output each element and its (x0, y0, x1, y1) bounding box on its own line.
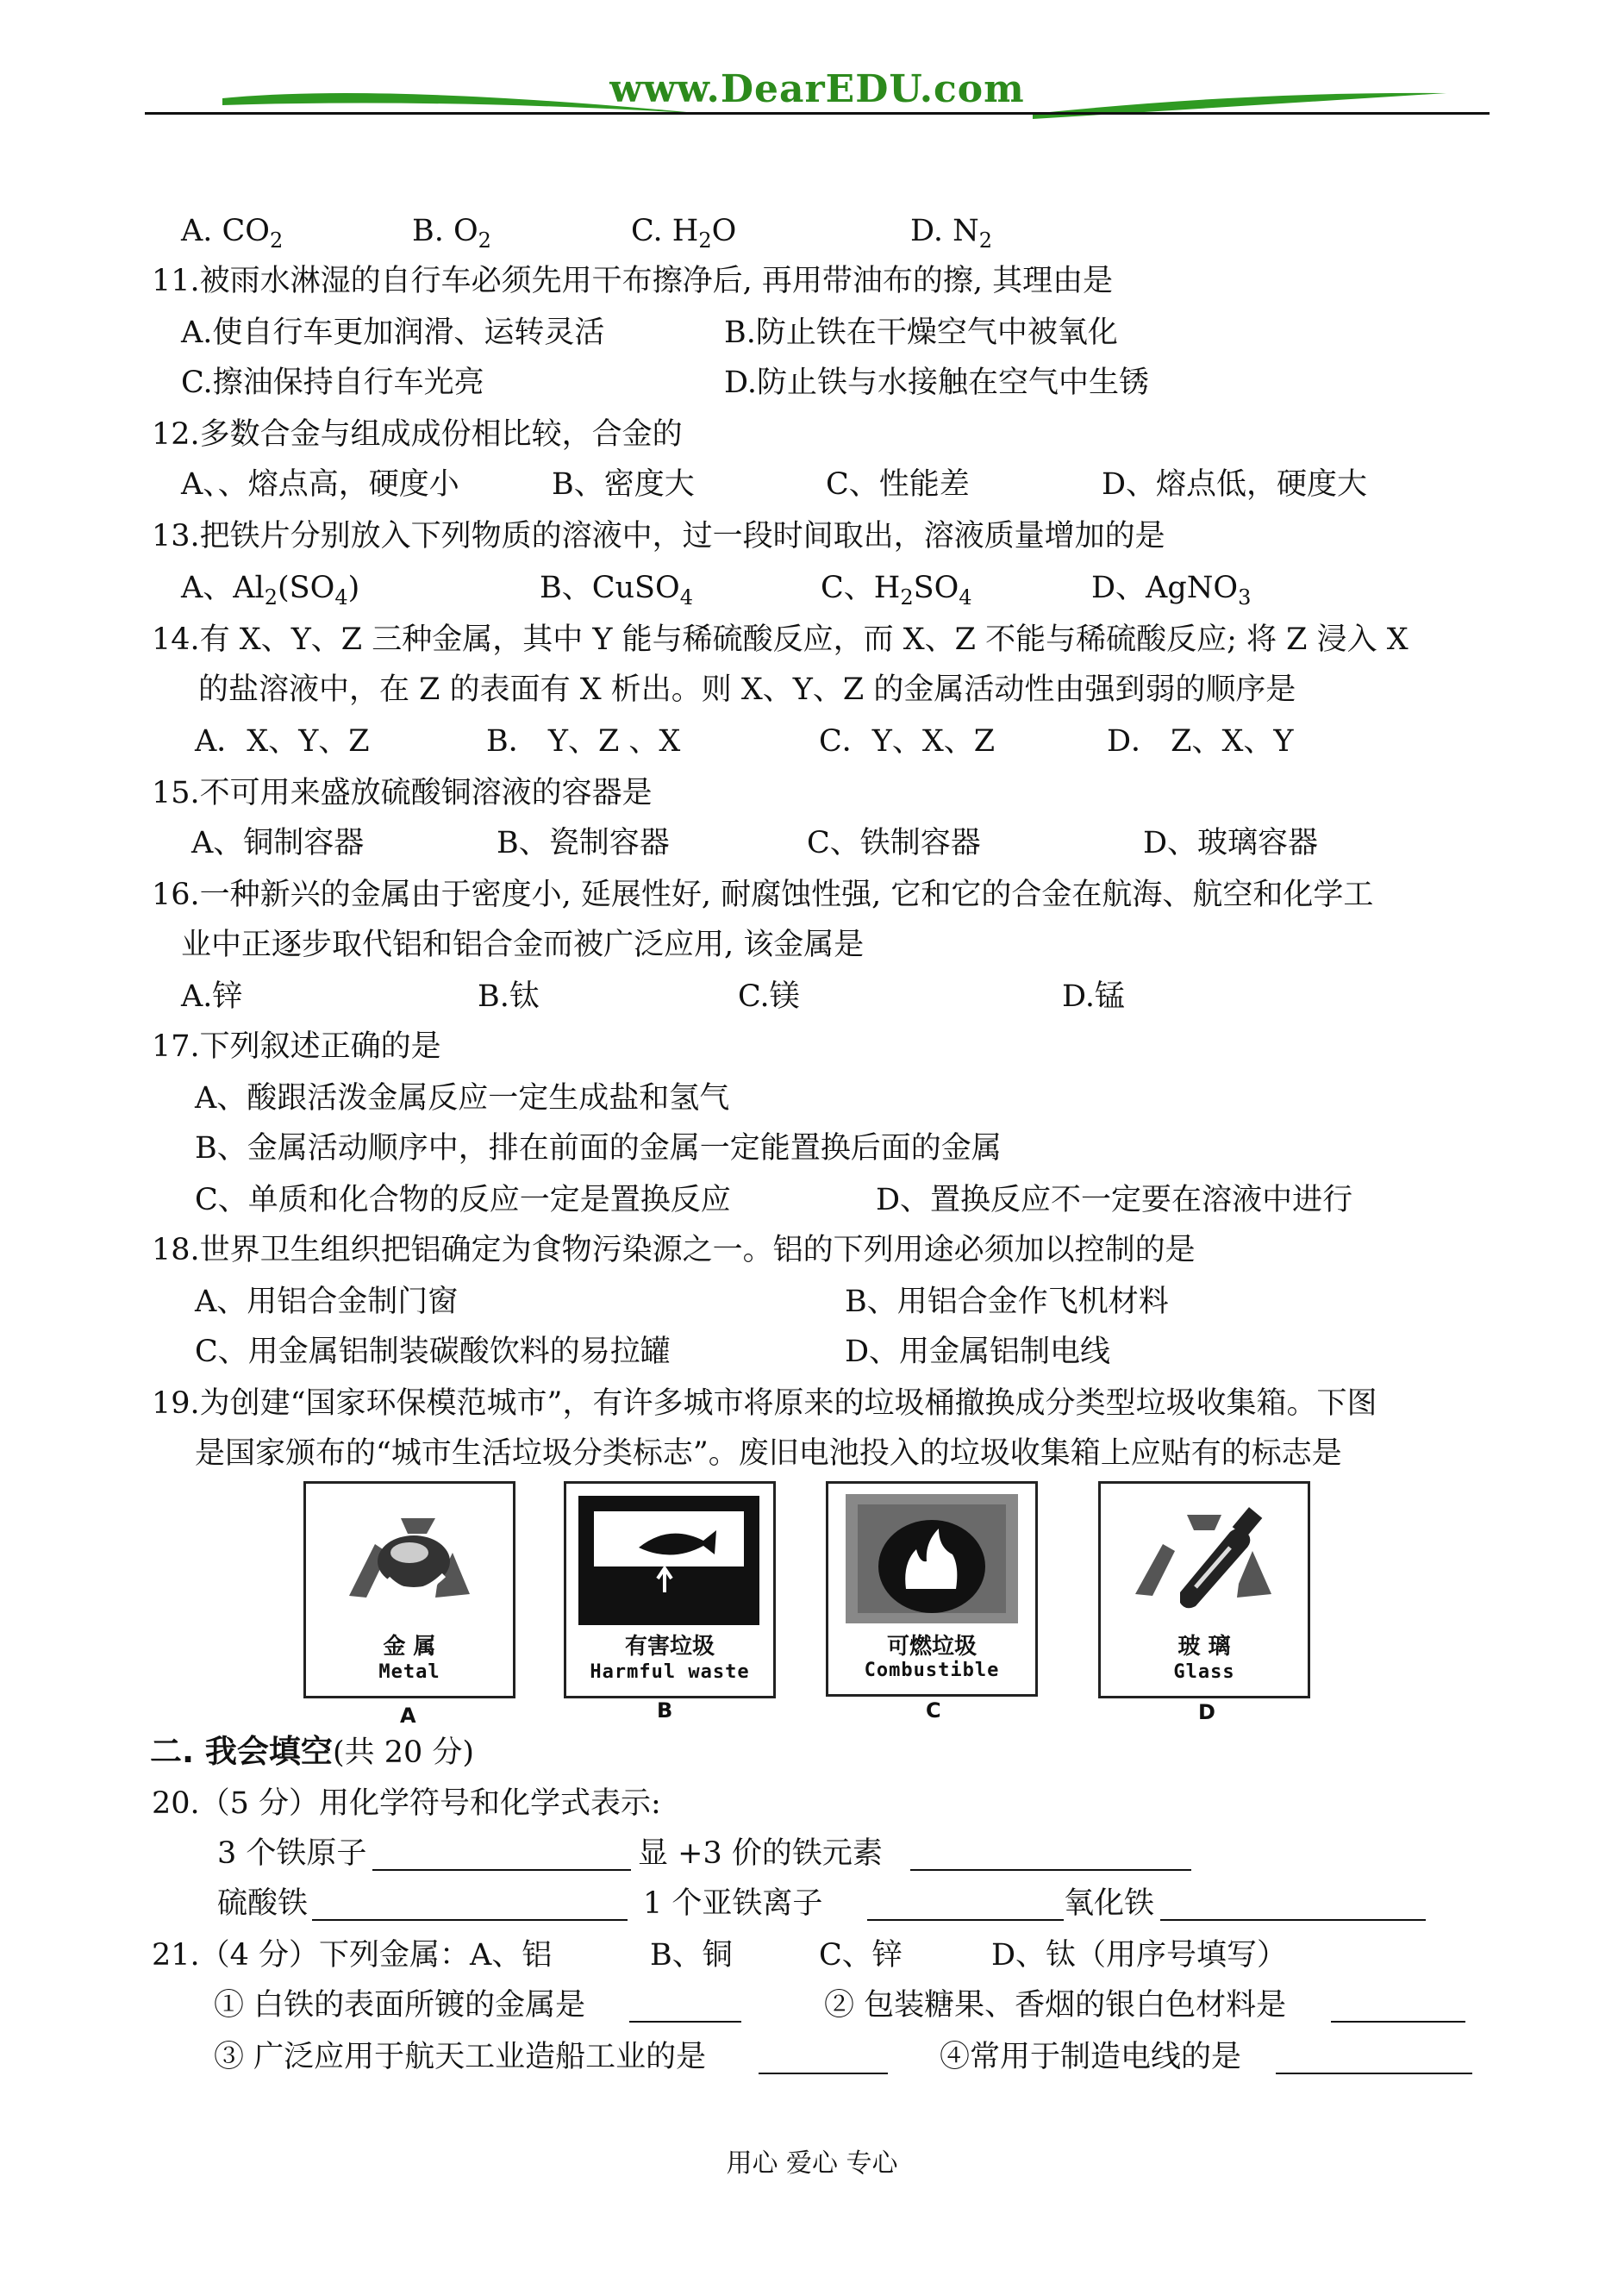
q16-stem-line1: 16.一种新兴的金属由于密度小, 延展性好, 耐腐蚀性强, 它和它的合金在航海、航空和化学工 (152, 878, 1374, 912)
q20-line1-label-a: 3 个铁原子 (217, 1836, 367, 1871)
q16-option-a: A.锌 (181, 979, 243, 1014)
q15-option-d: D、玻璃容器 (1143, 826, 1319, 860)
sign-combustible-en: Combustible (864, 1660, 1000, 1681)
q13-option-a: A、$Al_2(SO_4)$ (181, 571, 360, 610)
q11-option-c: C.擦油保持自行车光亮 (181, 366, 484, 400)
q20-iron-oxide-blank[interactable] (1160, 1888, 1426, 1921)
q13-stem: 13.把铁片分别放入下列物质的溶液中，过一段时间取出，溶液质量增加的是 (152, 519, 1165, 553)
q11-option-a: A.使自行车更加润滑、运转灵活 (181, 316, 605, 350)
sign-harmful-en: Harmful waste (590, 1661, 750, 1683)
q15-option-b: B、瓷制容器 (497, 826, 670, 860)
q20-line2-label-c: 氧化铁 (1064, 1886, 1155, 1921)
q12-option-c: C、性能差 (826, 467, 970, 502)
q21-item-3: ③ 广泛应用于航天工业造船工业的是 (214, 2040, 707, 2074)
sign-glass-cn: 玻 璃 (1177, 1634, 1231, 1660)
q20-iron-atoms-blank[interactable] (372, 1838, 631, 1871)
q18-stem: 18.世界卫生组织把铝确定为食物污染源之一。铝的下列用途必须加以控制的是 (152, 1233, 1196, 1267)
q21-option-b: B、铜 (650, 1938, 733, 1973)
q15-stem: 15.不可用来盛放硫酸铜溶液的容器是 (152, 776, 653, 810)
q19-stem-line2: 是国家颁布的“城市生活垃圾分类标志”。废旧电池投入的垃圾收集箱上应贴有的标志是 (195, 1436, 1342, 1471)
q14-stem-line2: 的盐溶液中，在 Z 的表面有 X 析出。则 X、Y、Z 的金属活动性由强到弱的顺序是 (198, 672, 1296, 707)
q18-option-a: A、用铝合金制门窗 (195, 1285, 459, 1319)
q10-option-a: A. $CO_2$ (181, 214, 284, 253)
q20-stem: 20.（5 分）用化学符号和化学式表示: (152, 1786, 661, 1821)
q16-option-c: C.镁 (738, 979, 800, 1014)
q14-option-a: A．X、Y、Z (195, 724, 370, 759)
recycle-glass-bottle-icon (1101, 1491, 1308, 1620)
q13-option-d: D、AgNO$_3$ (1091, 571, 1252, 610)
recycling-sign-glass (1098, 1481, 1310, 1698)
q18-option-b: B、用铝合金作飞机材料 (845, 1285, 1169, 1319)
header-rule (145, 112, 1490, 115)
q21-item-2: ② 包装糖果、香烟的银白色材料是 (824, 1988, 1287, 2023)
q17-option-d: D、置换反应不一定要在溶液中进行 (876, 1183, 1353, 1217)
q18-option-c: C、用金属铝制装碳酸饮料的易拉罐 (195, 1335, 671, 1369)
q17-option-b: B、金属活动顺序中，排在前面的金属一定能置换后面的金属 (195, 1131, 1002, 1166)
q21-option-d: D、钛（用序号填写） (991, 1938, 1288, 1973)
sign-combustible-cn: 可燃垃圾 (886, 1634, 977, 1660)
q15-option-a: A、铜制容器 (191, 826, 365, 860)
q18-option-d: D、用金属铝制电线 (845, 1335, 1111, 1369)
q20-line2-label-b: 1 个亚铁离子 (643, 1886, 823, 1921)
q11-stem: 11.被雨水淋湿的自行车必须先用干布擦净后, 再用带油布的擦, 其理由是 (152, 264, 1114, 298)
q21-item-1-blank[interactable] (629, 1990, 741, 2023)
q10-option-d: D. $N_2$ (910, 214, 992, 253)
recycling-sign-harmful (564, 1481, 776, 1698)
q17-stem: 17.下列叙述正确的是 (152, 1029, 441, 1064)
sign-glass-en: Glass (1173, 1661, 1235, 1683)
q14-option-c: C．Y、X、Z (819, 724, 996, 759)
q12-option-d: D、熔点低，硬度大 (1102, 467, 1368, 502)
q19-stem-line1: 19.为创建“国家环保模范城市”，有许多城市将原来的垃圾桶撤换成分类型垃圾收集箱。下图 (152, 1386, 1377, 1421)
sign-metal-cn: 金 属 (383, 1634, 436, 1660)
sign-d-letter: D (1198, 1700, 1215, 1724)
sign-a-letter: A (400, 1704, 416, 1728)
sign-c-letter: C (926, 1698, 941, 1723)
q21-item-1: ① 白铁的表面所镀的金属是 (214, 1988, 586, 2023)
q16-stem-line2: 业中正逐步取代铝和铝合金而被广泛应用, 该金属是 (181, 928, 865, 962)
q14-option-b: B． Y、Z 、X (486, 724, 681, 759)
q20-line2-label-a: 硫酸铁 (217, 1886, 309, 1921)
page-footer: 用心 爱心 专心 (726, 2148, 898, 2179)
q10-option-b: B. $O_2$ (412, 214, 491, 253)
q16-option-b: B.钛 (478, 979, 540, 1014)
q14-option-d: D． Z、X、Y (1107, 724, 1294, 759)
recycling-sign-metal (303, 1481, 515, 1698)
q17-option-c: C、单质和化合物的反应一定是置换反应 (195, 1183, 731, 1217)
q13-option-b: B、CuSO$_4$ (540, 571, 693, 610)
q17-option-a: A、酸跟活泼金属反应一定生成盐和氢气 (195, 1081, 730, 1116)
q11-option-b: B.防止铁在干燥空气中被氧化 (724, 316, 1118, 350)
site-logo-text: www.DearEDU.com (609, 67, 1025, 111)
q13-option-c: C、$H_2SO_4$ (821, 571, 972, 610)
q21-item-4-blank[interactable] (1276, 2042, 1472, 2074)
q21-item-3-blank[interactable] (759, 2042, 888, 2074)
q21-item-4: ④常用于制造电线的是 (940, 2040, 1242, 2074)
q12-option-b: B、密度大 (552, 467, 695, 502)
q16-option-d: D.锰 (1062, 979, 1125, 1014)
recycling-sign-combustible (826, 1481, 1038, 1697)
q20-iron-valence-blank[interactable] (910, 1838, 1191, 1871)
q21-item-2-blank[interactable] (1331, 1990, 1465, 2023)
q20-ferrous-ion-blank[interactable] (867, 1888, 1064, 1921)
q20-iron-sulfate-blank[interactable] (312, 1888, 628, 1921)
combustible-flame-icon (846, 1494, 1018, 1623)
q14-stem-line1: 14.有 X、Y、Z 三种金属，其中 Y 能与稀硫酸反应，而 X、Z 不能与稀硫酸反应; 将 Z 浸入 X (152, 622, 1409, 657)
q15-option-c: C、铁制容器 (807, 826, 981, 860)
q12-option-a: A、、熔点高，硬度小 (181, 467, 459, 502)
q12-stem: 12.多数合金与组成成份相比较，合金的 (152, 417, 683, 452)
q11-option-d: D.防止铁与水接触在空气中生锈 (724, 366, 1149, 400)
section-2-title: 二. 我会填空(共 20 分) (150, 1733, 475, 1770)
q20-line1-label-b: 显 +3 价的铁元素 (638, 1836, 883, 1871)
sign-harmful-cn: 有害垃圾 (624, 1634, 715, 1660)
q10-option-c: C. $H_2O$ (631, 214, 737, 253)
q21-option-c: C、锌 (819, 1938, 903, 1973)
recycle-metal-can-icon (306, 1492, 513, 1622)
q21-stem: 21.（4 分）下列金属：A、铝 (152, 1938, 553, 1973)
sign-metal-en: Metal (378, 1661, 440, 1683)
sign-b-letter: B (657, 1698, 673, 1723)
harmful-waste-fish-icon (578, 1496, 759, 1625)
